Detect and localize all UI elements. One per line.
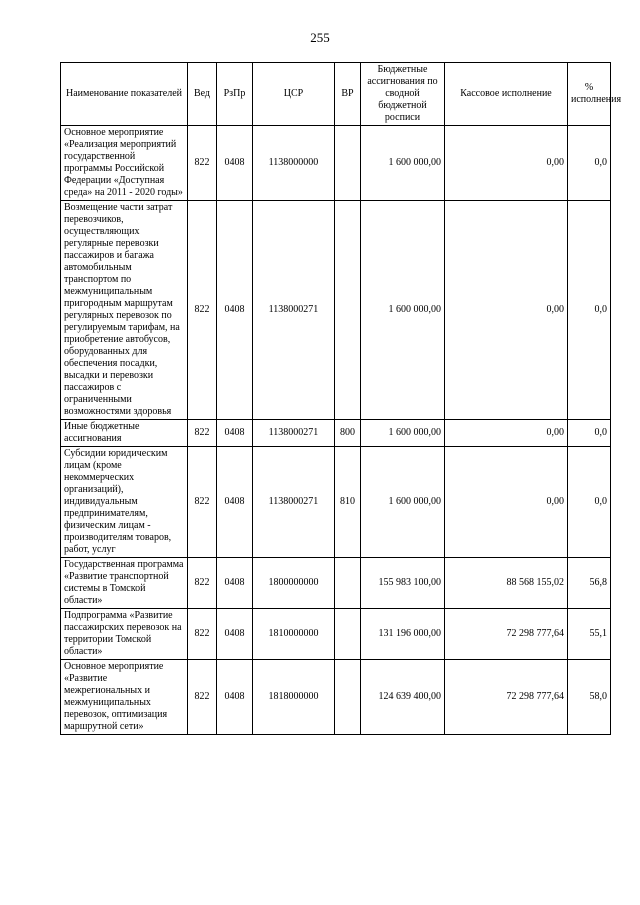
cell-csr: 1800000000	[253, 558, 335, 609]
cell-cash: 88 568 155,02	[445, 558, 568, 609]
cell-name: Иные бюджетные ассигнования	[61, 420, 188, 447]
cell-cash: 72 298 777,64	[445, 609, 568, 660]
cell-budget: 131 196 000,00	[361, 609, 445, 660]
cell-cash: 0,00	[445, 447, 568, 558]
budget-execution-table	[60, 62, 622, 735]
cell-name: Субсидии юридическим лицам (кроме некоммерческих организаций), индивидуальным предпринимателям, физическим лицам - производителям товаров, работ, услуг	[61, 447, 188, 558]
cell-budget: 1 600 000,00	[361, 420, 445, 447]
table-row	[61, 420, 611, 447]
cell-rzpr: 0408	[217, 420, 253, 447]
cell-percent: 0,0	[568, 126, 611, 201]
cell-csr: 1138000271	[253, 420, 335, 447]
header-budget: Бюджетные ассигнования по сводной бюджетной росписи	[361, 63, 445, 126]
header-percent: % исполнения	[568, 63, 611, 126]
cell-budget: 1 600 000,00	[361, 126, 445, 201]
cell-cash: 0,00	[445, 126, 568, 201]
cell-rzpr: 0408	[217, 609, 253, 660]
cell-percent: 56,8	[568, 558, 611, 609]
cell-budget: 1 600 000,00	[361, 201, 445, 420]
cell-csr: 1138000271	[253, 447, 335, 558]
table-row	[61, 447, 611, 558]
table-row	[61, 558, 611, 609]
header-csr: ЦСР	[253, 63, 335, 126]
cell-csr: 1138000000	[253, 126, 335, 201]
cell-csr: 1818000000	[253, 660, 335, 735]
cell-budget: 124 639 400,00	[361, 660, 445, 735]
cell-rzpr: 0408	[217, 558, 253, 609]
header-name: Наименование показателей	[61, 63, 188, 126]
cell-ved: 822	[188, 660, 217, 735]
table-row	[61, 126, 611, 201]
cell-budget: 155 983 100,00	[361, 558, 445, 609]
cell-ved: 822	[188, 201, 217, 420]
cell-csr: 1138000271	[253, 201, 335, 420]
cell-ved: 822	[188, 609, 217, 660]
header-vr: ВР	[335, 63, 361, 126]
cell-vr	[335, 126, 361, 201]
cell-percent: 55,1	[568, 609, 611, 660]
cell-name: Подпрограмма «Развитие пассажирских перевозок на территории Томской области»	[61, 609, 188, 660]
cell-name: Основное мероприятие «Реализация мероприятий государственной программы Российской Федерации «Доступная среда» на 2011 - 2020 годы»	[61, 126, 188, 201]
cell-vr	[335, 558, 361, 609]
cell-vr	[335, 660, 361, 735]
cell-percent: 0,0	[568, 201, 611, 420]
cell-cash: 0,00	[445, 420, 568, 447]
cell-name: Государственная программа «Развитие транспортной системы в Томской области»	[61, 558, 188, 609]
cell-ved: 822	[188, 420, 217, 447]
cell-percent: 0,0	[568, 447, 611, 558]
cell-ved: 822	[188, 126, 217, 201]
cell-rzpr: 0408	[217, 201, 253, 420]
table-row	[61, 201, 611, 420]
cell-name: Возмещение части затрат перевозчиков, осуществляющих регулярные перевозки пассажиров и багажа автомобильным транспортом по межмуниципальным пригородным маршрутам регулярных перевозок по регулируемым тарифам, на приобретение автобусов, оборудованных для обеспечения посадки, высадки и перевозки пассажиров с ограниченными возможностями здоровья	[61, 201, 188, 420]
header-ved: Вед	[188, 63, 217, 126]
header-cash: Кассовое исполнение	[445, 63, 568, 126]
cell-cash: 0,00	[445, 201, 568, 420]
cell-ved: 822	[188, 558, 217, 609]
cell-rzpr: 0408	[217, 126, 253, 201]
cell-vr	[335, 201, 361, 420]
cell-vr: 810	[335, 447, 361, 558]
table-row	[61, 609, 611, 660]
cell-ved: 822	[188, 447, 217, 558]
cell-name: Основное мероприятие «Развитие межрегиональных и межмуниципальных перевозок, оптимизация маршрутной сети»	[61, 660, 188, 735]
cell-csr: 1810000000	[253, 609, 335, 660]
table-header-row	[61, 63, 611, 126]
cell-cash: 72 298 777,64	[445, 660, 568, 735]
cell-rzpr: 0408	[217, 447, 253, 558]
table-row	[61, 660, 611, 735]
cell-percent: 0,0	[568, 420, 611, 447]
page-number: 255	[310, 30, 330, 45]
cell-vr: 800	[335, 420, 361, 447]
cell-percent: 58,0	[568, 660, 611, 735]
cell-vr	[335, 609, 361, 660]
cell-rzpr: 0408	[217, 660, 253, 735]
header-rzpr: РзПр	[217, 63, 253, 126]
cell-budget: 1 600 000,00	[361, 447, 445, 558]
